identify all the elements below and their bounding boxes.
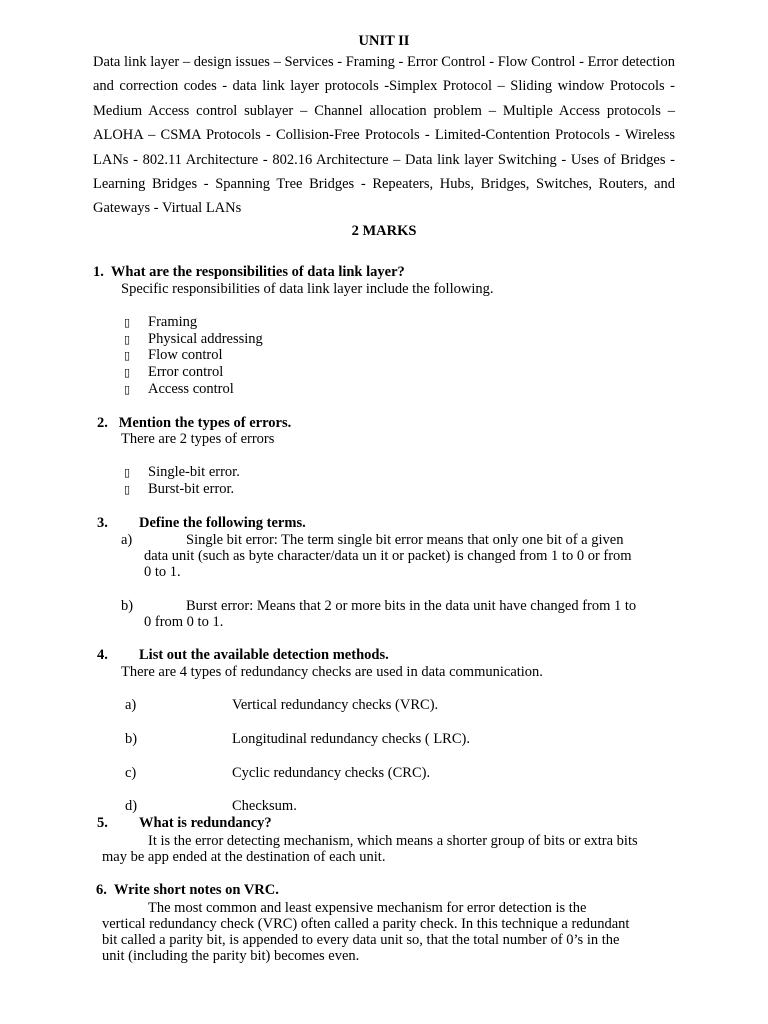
q1-heading [93,264,405,281]
q2-question: Mention the types of errors. [118,415,292,431]
missing-glyph-bullet-icon: ▯ [124,383,131,396]
q4-item-label: d) [125,798,138,814]
list-item: Burst-bit error. [148,481,235,497]
list-item: Access control [148,381,234,397]
syllabus-paragraph: Data link layer – design issues – Services - Framing - Error Control - Flow Control - Error detection and correction codes - data link layer protocols -Simplex Protocol – Sliding window Protocols - Medium Access control sublayer – Channel allocation problem – Multiple Access protocols – ALOHA – CSMA Protocols - Collision-Free Protocols - Limited-Contention Protocols - Wireless LANs - 802.11 Architecture - 802.16 Architecture – Data link layer Switching - Uses of Bridges - Learning Bridges - Spanning Tree Bridges - Repeaters, Hubs, Bridges, Switches, Routers, and Gateways - Virtual LANs [93,54,675,217]
q3-b-line2: 0 from 0 to 1. [144,614,224,630]
missing-glyph-bullet-icon: ▯ [124,483,131,496]
missing-glyph-bullet-icon: ▯ [124,466,131,479]
q3-question: Define the following terms. [139,515,306,531]
q4-item-label: c) [125,765,137,781]
q3-a-line3: 0 to 1. [144,564,181,580]
q5-line2: may be app ended at the destination of each unit. [102,849,386,865]
q5-number: 5. [97,815,108,831]
q6-number: 6. [96,882,107,898]
q4-item-text: Longitudinal redundancy checks ( LRC). [232,731,470,747]
list-item: Error control [148,364,224,380]
q1-number: 1. [93,264,104,280]
section-title: 2 MARKS [351,223,417,239]
missing-glyph-bullet-icon: ▯ [124,333,131,346]
q3-b-line1: Burst error: Means that 2 or more bits in the data unit have changed from 1 to [186,598,637,614]
missing-glyph-bullet-icon: ▯ [124,366,131,379]
q3-number: 3. [97,515,108,531]
q4-intro: There are 4 types of redundancy checks are used in data communication. [121,664,543,680]
list-item: Framing [148,314,198,330]
q2-number: 2. [97,415,108,431]
q6-question: Write short notes on VRC. [113,882,279,898]
q6-line4: unit (including the parity bit) becomes even. [102,948,360,964]
q4-item-label: a) [125,697,137,713]
list-item: Physical addressing [148,331,263,347]
q2-heading [97,415,291,432]
missing-glyph-bullet-icon: ▯ [124,349,131,362]
q6-line3: bit called a parity bit, is appended to every data unit so, that the total number of 0’s in the [102,932,620,948]
list-item: Flow control [148,347,223,363]
unit-title: UNIT II [358,33,410,49]
q4-question: List out the available detection methods. [139,647,389,663]
q3-a-line2: data unit (such as byte character/data un it or packet) is changed from 1 to 0 or from [144,548,632,564]
q6-heading [96,882,279,899]
q4-item-label: b) [125,731,138,747]
q4-number: 4. [97,647,108,663]
q1-intro: Specific responsibilities of data link layer include the following. [121,281,494,297]
q3-b-label: b) [121,598,134,614]
q5-line1: It is the error detecting mechanism, which means a shorter group of bits or extra bits [148,833,638,849]
q4-item-text: Vertical redundancy checks (VRC). [232,697,439,713]
q6-line2: vertical redundancy check (VRC) often called a parity check. In this technique a redundant [102,916,630,932]
q5-question: What is redundancy? [139,815,272,831]
q1-question: What are the responsibilities of data link layer? [110,264,405,280]
q2-intro: There are 2 types of errors [121,431,275,447]
q3-a-label: a) [121,532,133,548]
q3-a-line1: Single bit error: The term single bit error means that only one bit of a given [186,532,624,548]
missing-glyph-bullet-icon: ▯ [124,316,131,329]
q4-item-text: Checksum. [232,798,297,814]
q4-item-text: Cyclic redundancy checks (CRC). [232,765,431,781]
list-item: Single-bit error. [148,464,240,480]
q6-line1: The most common and least expensive mechanism for error detection is the [148,900,587,916]
